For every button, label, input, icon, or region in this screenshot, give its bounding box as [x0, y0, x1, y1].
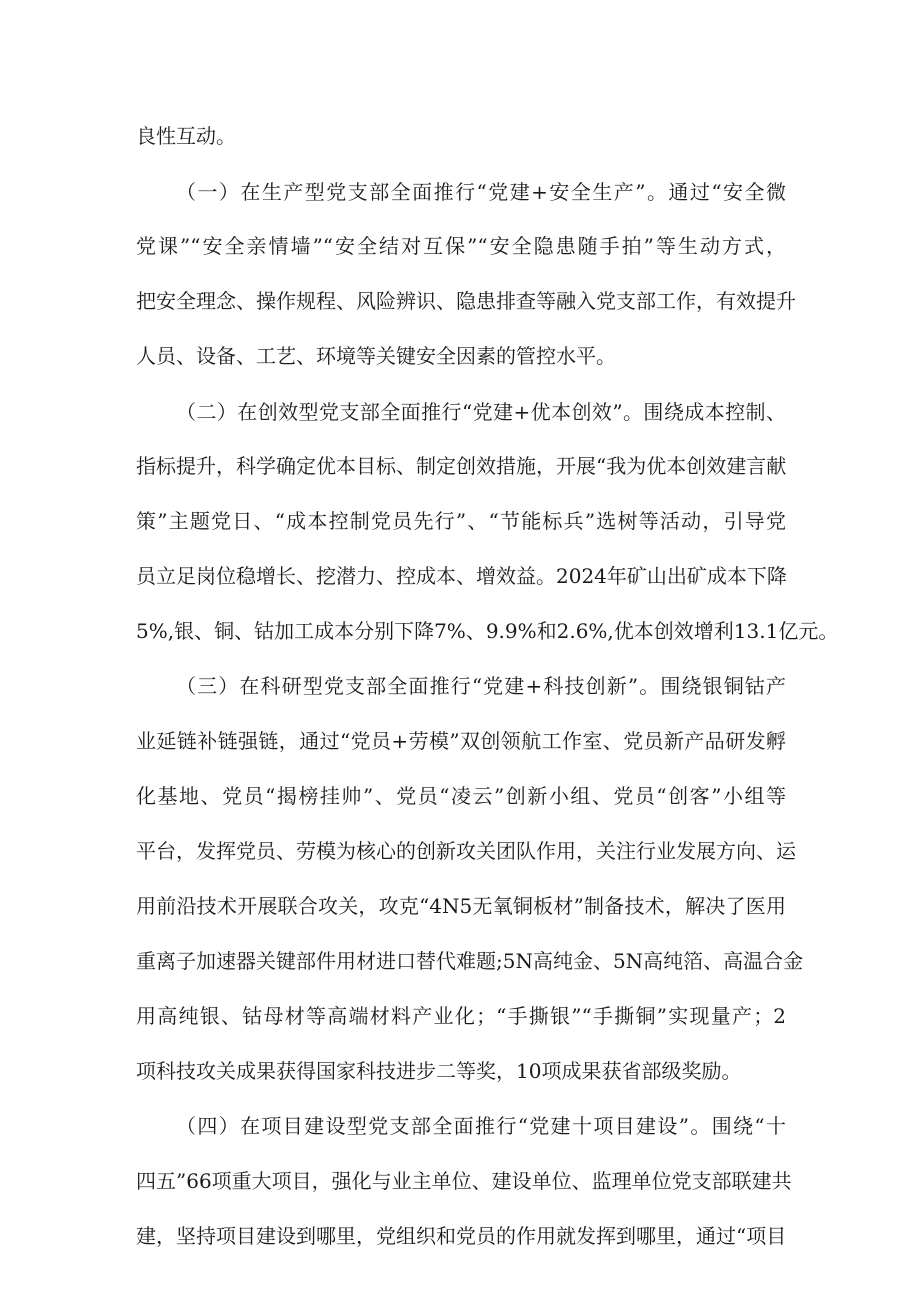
paragraph-line: 建，坚持项目建设到哪里，党组织和党员的作用就发挥到哪里，通过“项目 — [136, 1224, 787, 1248]
paragraph-line: 指标提升，科学确定优本目标、制定创效措施，开展“我为优本创效建言献 — [136, 454, 787, 478]
paragraph-line: 把安全理念、操作规程、风险辨识、隐患排查等融入党支部工作，有效提升 — [136, 289, 796, 313]
paragraph-line: 重离子加速器关键部件用材进口替代难题;5N高纯金、5N高纯箔、高温合金 — [136, 949, 804, 973]
paragraph-line: 平台，发挥党员、劳模为核心的创新攻关团队作用，关注行业发展方向、运 — [136, 839, 796, 863]
paragraph-line: 用前沿技术开展联合攻关，攻克“4N5无氧铜板材”制备技术，解决了医用 — [136, 894, 786, 918]
paragraph-line: （四）在项目建设型党支部全面推行“党建十项目建设”。围绕“十 — [176, 1114, 786, 1138]
paragraph-line: 用高纯银、钴母材等高端材料产业化；“手撕银”“手撕铜”实现量产；2 — [136, 1004, 786, 1028]
paragraph-line: 良性互动。 — [136, 124, 236, 148]
paragraph-line: （一）在生产型党支部全面推行“党建+安全生产”。通过“安全微 — [176, 180, 786, 204]
paragraph-line: 化基地、党员“揭榜挂帅”、党员“凌云”创新小组、党员“创客”小组等 — [136, 784, 786, 808]
paragraph-line: 党课”“安全亲情墙”“安全结对互保”“安全隐患随手拍”等生动方式， — [136, 234, 786, 258]
paragraph-line: 业延链补链强链，通过“党员+劳模”双创领航工作室、党员新产品研发孵 — [136, 729, 786, 753]
paragraph-line: （三）在科研型党支部全面推行“党建+科技创新”。围绕银铜钴产 — [176, 674, 786, 698]
paragraph-line: 四五”66项重大项目，强化与业主单位、建设单位、监理单位党支部联建共 — [136, 1169, 792, 1193]
paragraph-line: 策”主题党日、“成本控制党员先行”、“节能标兵”选树等活动，引导党 — [136, 509, 786, 533]
paragraph-line: 员立足岗位稳增长、挖潜力、控成本、增效益。2024年矿山出矿成本下降 — [136, 564, 787, 588]
paragraph-line: 5%,银、铜、钴加工成本分别下降7%、9.9%和2.6%,优本创效增利13.1亿元。 — [136, 619, 839, 643]
paragraph-line: （二）在创效型党支部全面推行“党建+优本创效”。围绕成本控制、 — [176, 400, 786, 424]
paragraph-line: 人员、设备、工艺、环境等关键安全因素的管控水平。 — [136, 344, 616, 368]
paragraph-line: 项科技攻关成果获得国家科技进步二等奖，10项成果获省部级奖励。 — [136, 1059, 742, 1083]
